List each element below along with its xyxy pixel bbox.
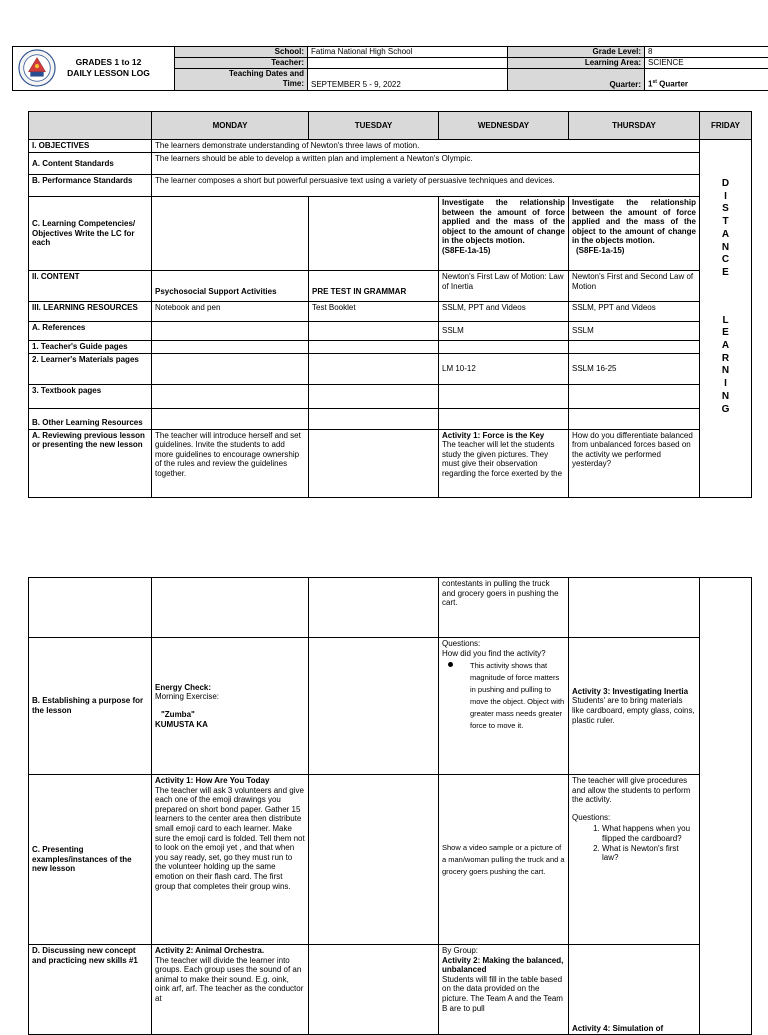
row-content-standards-text: The learners should be able to develop a written plan and implement a Newton's Olympic. (152, 153, 700, 175)
competencies-wed-text: Investigate the relationship between the amount of force applied and the mass of the object to the amount of change in the objects motion. (442, 198, 565, 246)
row-performance-standards-label: B. Performance Standards (29, 175, 152, 197)
quarter-value (645, 68, 768, 90)
friday-letter: S (703, 203, 748, 216)
competencies-thu-code: (S8FE-1a-15) (572, 246, 696, 256)
cell-resources-wed: SSLM, PPT and Videos (439, 302, 569, 322)
competencies-wed-code: (S8FE-1a-15) (442, 246, 565, 256)
cell-lm-thu: SSLM 16-25 (569, 353, 700, 384)
purpose-wed-list (442, 660, 565, 732)
cell-discussing-tue (309, 945, 439, 1035)
discussing-mon-title: Activity 2: Animal Orchestra. (155, 946, 305, 956)
friday-letter: N (703, 365, 748, 378)
cell-tg-wed (439, 341, 569, 354)
row-competencies-label: C. Learning Competencies/ Objectives Write the LC for each (29, 197, 152, 271)
cell-content-wed: Newton's First Law of Motion: Law of Inertia (439, 271, 569, 302)
row-lm-pages-label: 2. Learner's Materials pages (29, 353, 152, 384)
corner-cell (29, 112, 152, 140)
discussing-wed-title: Activity 2: Making the balanced, unbalanced (442, 956, 565, 975)
friday-letter: L (703, 315, 748, 328)
presenting-mon-text: The teacher will ask 3 volunteers and give each one of the emoji drawings you prepared on short bond paper. Gather 15 learners to the center area then distribute small emoji card to each learner. Make sure the emoji card is folded. Tell them not to look on the emoji yet , and that when you say ready, set, go they must run to the volunteer holding up the same emotion on their flash card. The first group that completes their group wins. (155, 786, 305, 892)
cell-purpose-mon (152, 638, 309, 775)
friday-vertical-distance (703, 178, 748, 280)
row-tg-pages-label: 1. Teacher's Guide pages (29, 341, 152, 354)
cell-lm-tue (309, 353, 439, 384)
day-header-monday: MONDAY (152, 112, 309, 140)
discussing-wed-group: By Group: (442, 946, 565, 956)
dates-label-line1: Teaching Dates and (178, 69, 304, 79)
day-header-thursday: THURSDAY (569, 112, 700, 140)
lesson-log-table-page1 (28, 111, 752, 498)
dates-label-line2: Time: (178, 79, 304, 89)
cell-p2-thu-cont (569, 578, 700, 638)
day-header-friday: FRIDAY (700, 112, 752, 140)
purpose-mon-kumusta: KUMUSTA KA (155, 720, 305, 730)
row-objectives-text: The learners demonstrate understanding of Newton's three laws of motion. (152, 140, 700, 153)
purpose-mon-energy: Energy Check: (155, 683, 305, 693)
cell-competencies-mon (152, 197, 309, 271)
friday-letter: A (703, 340, 748, 353)
row-references-label: A. References (29, 322, 152, 341)
area-label: Learning Area: (508, 58, 645, 69)
presenting-thu-item: 2. What is Newton's first law? (602, 844, 696, 863)
area-value: SCIENCE (645, 58, 768, 69)
school-value: Fatima National High School (308, 47, 508, 58)
row-discussing-label: D. Discussing new concept and practicing new skills #1 (29, 945, 152, 1035)
purpose-thu-text: Students' are to bring materials like cardboard, empty glass, coins, plastic ruler. (572, 696, 696, 725)
reviewing-wed-text: The teacher will let the students study the given pictures. They must give their observation regarding the force exerted by the (442, 440, 565, 478)
day-header-wednesday: WEDNESDAY (439, 112, 569, 140)
cell-resources-thu: SSLM, PPT and Videos (569, 302, 700, 322)
cell-purpose-thu (569, 638, 700, 775)
presenting-thu-item: 1. What happens when you flipped the cardboard? (602, 824, 696, 843)
row-resources-label: III. LEARNING RESOURCES (29, 302, 152, 322)
cell-reviewing-mon: The teacher will introduce herself and set guidelines. Invite the students to add more guidelines to encourage ownership of the rules and review the guidelines together. (152, 429, 309, 497)
friday-letter: E (703, 267, 748, 280)
cell-other-tue (309, 408, 439, 429)
cell-resources-tue: Test Booklet (309, 302, 439, 322)
purpose-wed-questions: Questions: (442, 639, 565, 649)
teacher-value (308, 58, 508, 69)
friday-vertical-learning (703, 315, 748, 417)
quarter-label: Quarter: (508, 68, 645, 90)
friday-distance-learning (700, 140, 752, 498)
presenting-thu-list (572, 824, 696, 862)
row-objectives-label: I. OBJECTIVES (29, 140, 152, 153)
teacher-label: Teacher: (175, 58, 308, 69)
cell-references-wed: SSLM (439, 322, 569, 341)
cell-presenting-tue (309, 775, 439, 945)
presenting-thu-text: The teacher will give procedures and allow the students to perform the activity. (572, 776, 696, 805)
discussing-wed-text: Students will fill in the table based on the data provided on the picture. The Team A and the Team B are to pull (442, 975, 565, 1013)
cell-competencies-tue (309, 197, 439, 271)
cell-discussing-wed (439, 945, 569, 1035)
purpose-wed-q1: How did you find the activity? (442, 649, 565, 659)
header-table (12, 46, 768, 91)
cell-purpose-tue (309, 638, 439, 775)
cell-resources-mon: Notebook and pen (152, 302, 309, 322)
row-presenting-label: C. Presenting examples/instances of the new lesson (29, 775, 152, 945)
row-content-label: II. CONTENT (29, 271, 152, 302)
cell-tg-tue (309, 341, 439, 354)
friday-page2 (700, 578, 752, 1035)
discussing-mon-text: The teacher will divide the learner into groups. Each group uses the sound of an animal to make their sound. E.g. oink, oink arf, arf. The teacher as the conductor at (155, 956, 305, 1004)
cell-content-tue: PRE TEST IN GRAMMAR (309, 271, 439, 302)
quarter-value-num: 1 (648, 80, 652, 89)
cell-p2-mon-cont (152, 578, 309, 638)
header-title-line2: DAILY LESSON LOG (46, 68, 171, 79)
cell-discussing-mon (152, 945, 309, 1035)
quarter-value-sup: st (652, 79, 656, 85)
friday-letter: N (703, 391, 748, 404)
friday-letter: G (703, 404, 748, 417)
purpose-mon-zumba: "Zumba" (155, 710, 305, 720)
row-purpose-label: B. Establishing a purpose for the lesson (29, 638, 152, 775)
friday-letter: C (703, 254, 748, 267)
school-label: School: (175, 47, 308, 58)
friday-letter: E (703, 327, 748, 340)
row-reviewing-label: A. Reviewing previous lesson or presenting the new lesson (29, 429, 152, 497)
friday-letter: T (703, 216, 748, 229)
cell-reviewing-tue (309, 429, 439, 497)
cell-references-tue (309, 322, 439, 341)
cell-tg-thu (569, 341, 700, 354)
presenting-thu-questions: Questions: (572, 813, 696, 823)
cell-other-wed (439, 408, 569, 429)
quarter-value-rest: Quarter (657, 80, 688, 89)
header-title-line1: GRADES 1 to 12 (46, 57, 171, 68)
cell-other-thu (569, 408, 700, 429)
cell-references-mon (152, 322, 309, 341)
cell-competencies-thu (569, 197, 700, 271)
cell-textbook-thu (569, 384, 700, 408)
cell-tg-mon (152, 341, 309, 354)
cell-textbook-wed (439, 384, 569, 408)
friday-letter: R (703, 353, 748, 366)
cell-presenting-mon (152, 775, 309, 945)
cell-other-mon (152, 408, 309, 429)
cell-p2-tue-cont (309, 578, 439, 638)
grade-value: 8 (645, 47, 768, 58)
cell-content-thu: Newton's First and Second Law of Motion (569, 271, 700, 302)
cell-discussing-thu: Activity 4: Simulation of (569, 945, 700, 1035)
presenting-mon-title: Activity 1: How Are You Today (155, 776, 305, 786)
purpose-thu-title: Activity 3: Investigating Inertia (572, 687, 696, 697)
friday-letter: D (703, 178, 748, 191)
dates-value: SEPTEMBER 5 - 9, 2022 (308, 68, 508, 90)
cell-competencies-wed (439, 197, 569, 271)
cell-presenting-thu (569, 775, 700, 945)
cell-textbook-tue (309, 384, 439, 408)
cell-p2-wed-cont: contestants in pulling the truck and grocery goers in pushing the cart. (439, 578, 569, 638)
row-other-resources-label: B. Other Learning Resources (29, 408, 152, 429)
day-header-tuesday: TUESDAY (309, 112, 439, 140)
cell-lm-wed: LM 10-12 (439, 353, 569, 384)
purpose-wed-bullet: This activity shows that magnitude of force matters in pushing and pulling to move the object. Object with greater mass needs greater force to move it. (442, 660, 565, 732)
cell-purpose-wed (439, 638, 569, 775)
row-content-standards-label: A. Content Standards (29, 153, 152, 175)
cell-lm-mon (152, 353, 309, 384)
row-textbook-label: 3. Textbook pages (29, 384, 152, 408)
competencies-thu-text: Investigate the relationship between the amount of force applied and the mass of the object to the amount of change in the objects motion. (572, 198, 696, 246)
friday-letter: I (703, 378, 748, 391)
friday-letter: A (703, 229, 748, 242)
cell-presenting-wed: Show a video sample or a picture of a man/woman pulling the truck and a grocery goers pushing the cart. (439, 775, 569, 945)
purpose-mon-exercise: Morning Exercise: (155, 692, 305, 702)
friday-letter: N (703, 242, 748, 255)
reviewing-wed-title: Activity 1: Force is the Key (442, 431, 565, 441)
cell-textbook-mon (152, 384, 309, 408)
cell-content-mon: Psychosocial Support Activities (152, 271, 309, 302)
row-performance-standards-text: The learner composes a short but powerful persuasive text using a variety of persuasive techniques and devices. (152, 175, 700, 197)
header-title (13, 47, 175, 91)
cell-reviewing-thu: How do you differentiate balanced from unbalanced forces based on the activity we performed yesterday? (569, 429, 700, 497)
dates-label (175, 68, 308, 90)
lesson-log-table-page2 (28, 577, 752, 1035)
cell-p2-label-cont (29, 578, 152, 638)
grade-label: Grade Level: (508, 47, 645, 58)
friday-letter: I (703, 191, 748, 204)
cell-references-thu: SSLM (569, 322, 700, 341)
cell-reviewing-wed (439, 429, 569, 497)
